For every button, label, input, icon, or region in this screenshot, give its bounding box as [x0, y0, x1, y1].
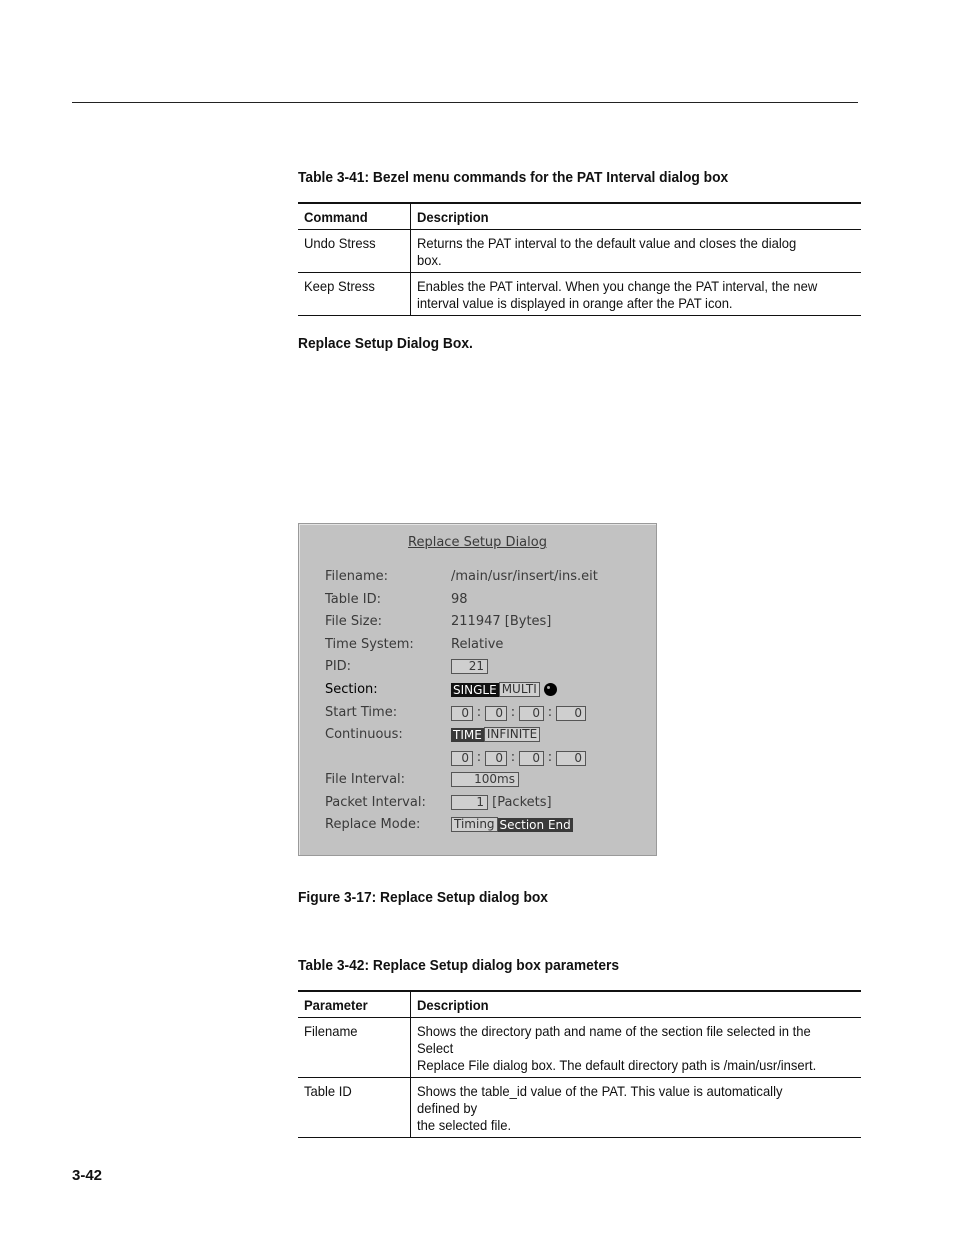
cell-description: Returns the PAT interval to the default value and closes the dialog box.	[411, 230, 862, 273]
file-size-label: File Size:	[325, 614, 382, 629]
packet-interval-unit: [Packets]	[492, 795, 552, 810]
table-header-row	[298, 991, 861, 1018]
table-id-label: Table ID:	[325, 592, 381, 607]
start-time-field[interactable]: 0	[556, 706, 586, 721]
file-interval-field[interactable]: 100ms	[451, 772, 519, 787]
time-system-value: Relative	[451, 637, 504, 652]
time-separator: :	[547, 705, 553, 720]
time-separator: :	[510, 750, 516, 765]
table-row	[298, 273, 861, 316]
knob-icon	[544, 683, 557, 696]
replace-mode-label: Replace Mode:	[325, 817, 421, 832]
header-description: Description	[411, 203, 862, 230]
cell-command: Keep Stress	[298, 273, 411, 316]
table-3-42-caption: Table 3-42: Replace Setup dialog box parameters	[298, 957, 620, 974]
cell-description: Shows the directory path and name of the section file selected in the Select Replace File dialog box. The default directory path is /main/usr/insert.	[411, 1018, 862, 1078]
continuous-infinite-option[interactable]: INFINITE	[484, 727, 540, 742]
continuous-time-field[interactable]: 0	[451, 751, 473, 766]
dialog-title: Replace Setup Dialog	[408, 535, 547, 550]
replace-mode-section-end-option[interactable]: Section End	[499, 817, 571, 832]
continuous-label: Continuous:	[325, 727, 403, 742]
packet-interval-field[interactable]: 1	[451, 795, 488, 810]
filename-label: Filename:	[325, 569, 389, 584]
time-separator: :	[476, 705, 482, 720]
continuous-time-field[interactable]: 0	[556, 751, 586, 766]
time-separator: :	[547, 750, 553, 765]
continuous-time-field[interactable]: 0	[519, 751, 544, 766]
table-id-value: 98	[451, 592, 468, 607]
start-time-field[interactable]: 0	[451, 706, 473, 721]
pid-field[interactable]: 21	[451, 659, 488, 674]
header-command: Command	[298, 203, 411, 230]
packet-interval-label: Packet Interval:	[325, 795, 426, 810]
time-system-label: Time System:	[325, 637, 414, 652]
replace-setup-dialog-screenshot	[298, 523, 657, 856]
header-description: Description	[411, 991, 862, 1018]
file-size-value: 211947 [Bytes]	[451, 614, 552, 629]
section-heading: Replace Setup Dialog Box.	[298, 335, 473, 352]
time-separator: :	[476, 750, 482, 765]
page-number: 3-42	[72, 1167, 103, 1184]
file-interval-label: File Interval:	[325, 772, 406, 787]
time-separator: :	[510, 705, 516, 720]
filename-value: /main/usr/insert/ins.eit	[451, 569, 598, 584]
table-3-42	[298, 990, 861, 1138]
table-row	[298, 1078, 861, 1138]
section-multi-option[interactable]: MULTI	[499, 682, 540, 697]
cell-description: Enables the PAT interval. When you change the PAT interval, the new interval value is displayed in orange after the PAT icon.	[411, 273, 862, 316]
continuous-time-field[interactable]: 0	[485, 751, 507, 766]
figure-3-17-caption: Figure 3-17: Replace Setup dialog box	[298, 889, 548, 906]
start-time-field[interactable]: 0	[485, 706, 507, 721]
section-single-option[interactable]: SINGLE	[453, 682, 497, 697]
cell-command: Undo Stress	[298, 230, 411, 273]
header-rule	[72, 102, 858, 103]
continuous-time-option[interactable]: TIME	[453, 727, 482, 742]
section-label: Section:	[325, 682, 378, 697]
table-row	[298, 230, 861, 273]
start-time-label: Start Time:	[325, 705, 398, 720]
cell-parameter: Table ID	[298, 1078, 411, 1138]
table-row	[298, 1018, 861, 1078]
pid-label: PID:	[325, 659, 352, 674]
cell-description: Shows the table_id value of the PAT. This value is automatically defined by the selected file.	[411, 1078, 862, 1138]
cell-parameter: Filename	[298, 1018, 411, 1078]
table-header-row	[298, 203, 861, 230]
header-parameter: Parameter	[298, 991, 411, 1018]
replace-mode-timing-option[interactable]: Timing	[451, 817, 498, 832]
start-time-field[interactable]: 0	[519, 706, 544, 721]
table-3-41	[298, 202, 861, 316]
table-3-41-caption: Table 3-41: Bezel menu commands for the PAT Interval dialog box	[298, 169, 729, 186]
